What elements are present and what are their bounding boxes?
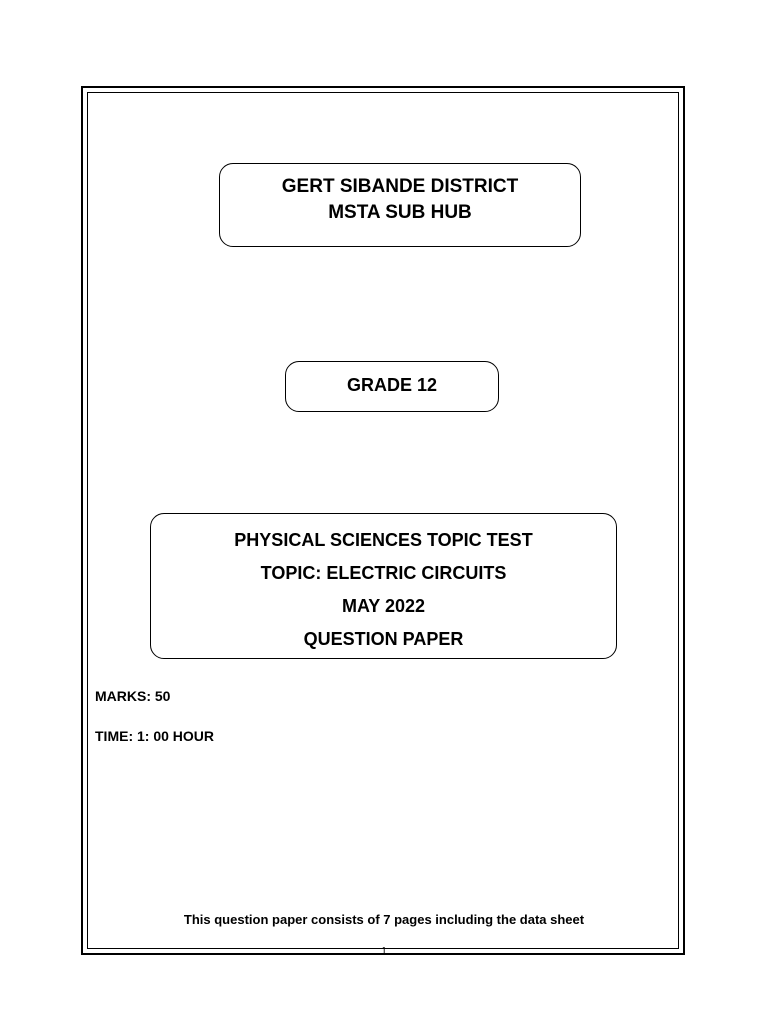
district-name: GERT SIBANDE DISTRICT	[281, 176, 519, 197]
topic-box	[150, 513, 617, 659]
marks-label: MARKS: 50	[95, 688, 171, 704]
exam-date: MAY 2022	[341, 596, 426, 616]
district-box	[219, 163, 581, 247]
grade-box	[285, 361, 499, 412]
paper-type: QUESTION PAPER	[303, 629, 464, 649]
page-number: 1	[381, 946, 387, 957]
grade-label: GRADE 12	[346, 375, 438, 395]
page-count-note: This question paper consists of 7 pages including the data sheet	[183, 912, 585, 927]
sub-hub-name: MSTA SUB HUB	[328, 202, 472, 223]
time-label: TIME: 1: 00 HOUR	[95, 728, 215, 744]
subject-title: PHYSICAL SCIENCES TOPIC TEST	[234, 530, 533, 550]
topic-title: TOPIC: ELECTRIC CIRCUITS	[260, 563, 507, 583]
